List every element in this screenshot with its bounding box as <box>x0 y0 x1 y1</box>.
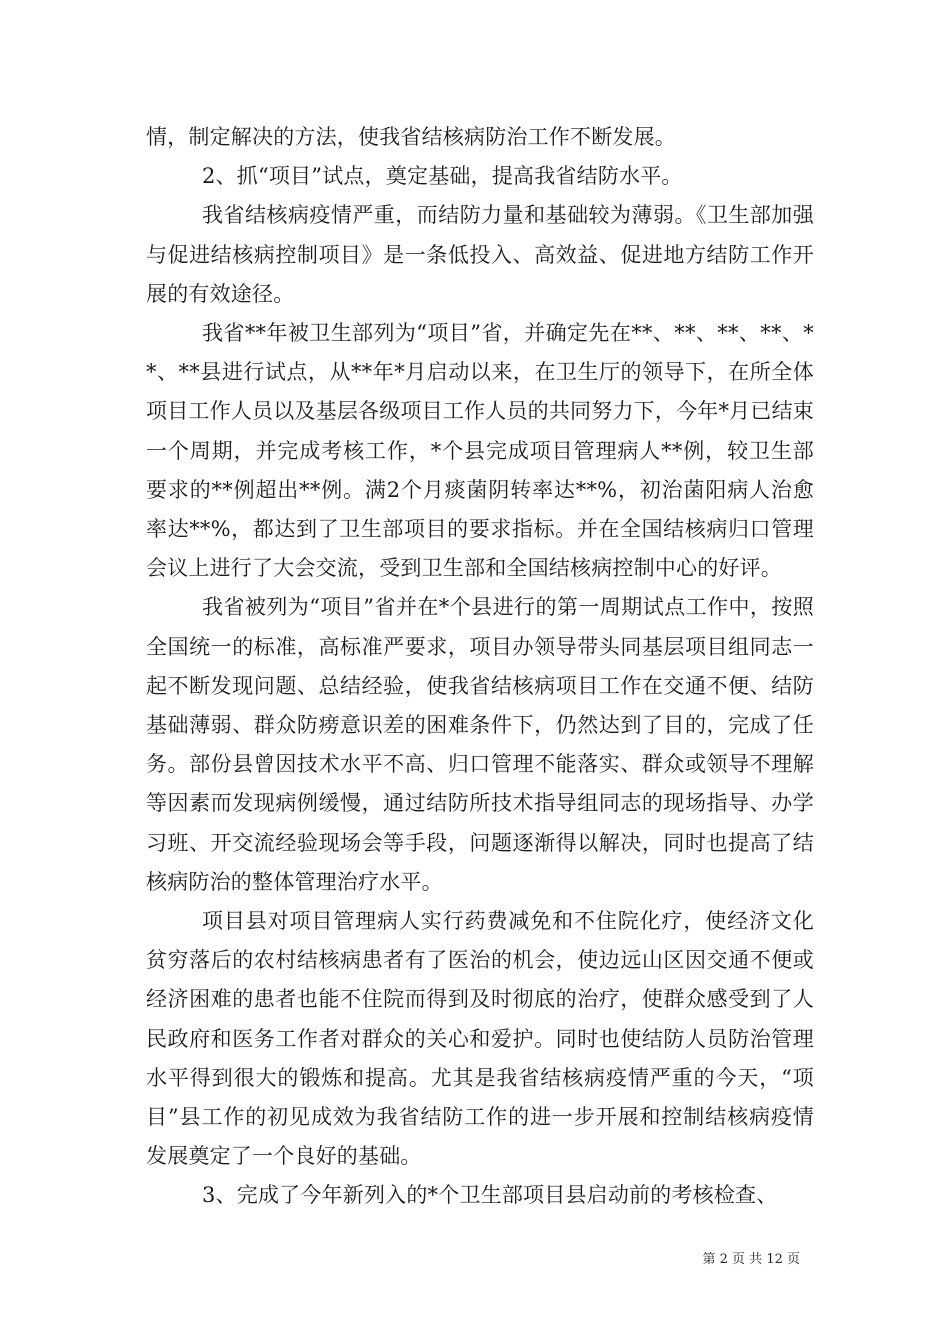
section-heading-3: 3、完成了今年新列入的*个卫生部项目县启动前的考核检查、 <box>202 1183 778 1208</box>
paragraph-project-intro: 我省结核病疫情严重，而结防力量和基础较为薄弱。《卫生部加强与促进结核病控制项目》是一条低投入、高效益、促进地方结防工作开展的有效途径。 <box>146 203 814 306</box>
page-number-footer: 第 2 页 共 12 页 <box>702 1252 800 1267</box>
paragraph-pilot-results: 我省**年被卫生部列为“项目”省，并确定先在**、**、**、**、**、**县进行试点，从**年*月启动以来，在卫生厅的领导下，在所全体项目工作人员以及基层各级项目工作人员的共同努力下，今年*月已结束一个周期，并完成考核工作，*个县完成项目管理病人**例，较卫生部要求的**例超出**例。满2个月痰菌阴转率达**%，初治菌阳病人治愈率达**%，都达到了卫生部项目的要求指标。并在全国结核病归口管理会议上进行了大会交流，受到卫生部和全国结核病控制中心的好评。 <box>146 321 814 581</box>
paragraph-continuation: 情，制定解决的方法，使我省结核病防治工作不断发展。 <box>146 125 676 149</box>
document-body <box>146 118 814 1216</box>
paragraph-first-cycle: 我省被列为“项目”省并在*个县进行的第一周期试点工作中，按照全国统一的标准，高标准严要求，项目办领导带头同基层项目组同志一起不断发现问题、总结经验，使我省结核病项目工作在交通不便、结防基础薄弱、群众防痨意识差的困难条件下，仍然达到了目的，完成了任务。部份县曾因技术水平不高、归口管理不能落实、群众或领导不理解等因素而发现病例缓慢，通过结防所技术指导组同志的现场指导、办学习班、开交流经验现场会等手段，问题逐渐得以解决，同时也提高了结核病防治的整体管理治疗水平。 <box>146 595 814 894</box>
paragraph-treatment-benefits: 项目县对项目管理病人实行药费减免和不住院化疗，使经济文化贫穷落后的农村结核病患者有了医治的机会，使边远山区因交通不便或经济困难的患者也能不住院而得到及时彻底的治疗，使群众感受到了人民政府和医务工作者对群众的关心和爱护。同时也使结防人员防治管理水平得到很大的锻炼和提高。尤其是我省结核病疫情严重的今天，“项目”县工作的初见成效为我省结防工作的进一步开展和控制结核病疫情发展奠定了一个良好的基础。 <box>146 909 814 1169</box>
section-heading-2: 2、抓“项目”试点，奠定基础，提高我省结防水平。 <box>202 164 683 189</box>
